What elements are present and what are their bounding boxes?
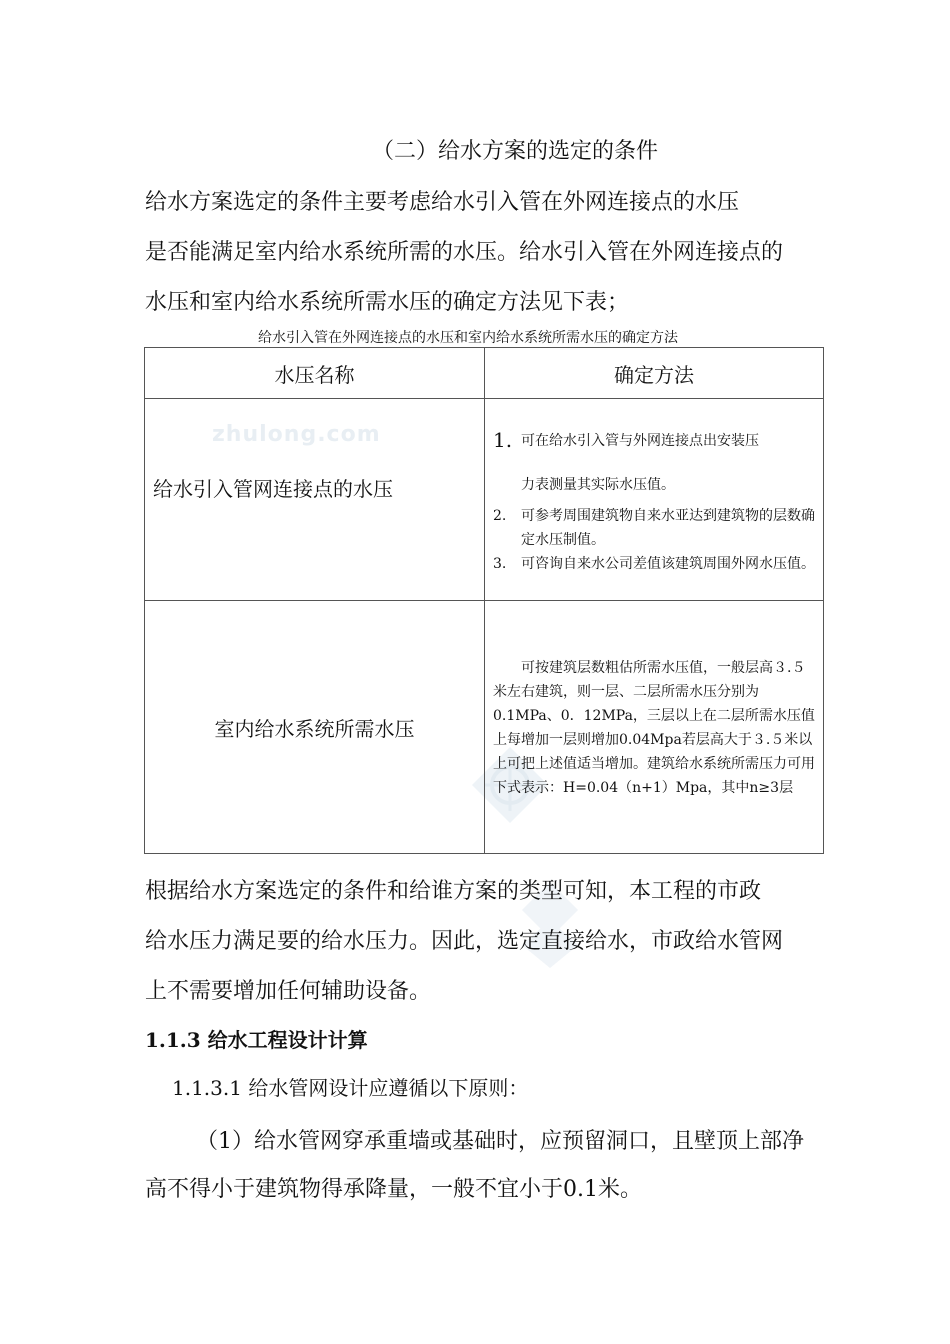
- header-pressure-name: 水压名称: [145, 348, 485, 399]
- method-list: [485, 420, 823, 580]
- row-method-cell: [485, 399, 824, 601]
- item-number: 3.: [493, 555, 507, 572]
- row-method-cell: [485, 601, 824, 854]
- paragraph-line: 给水方案选定的条件主要考虑给水引入管在外网连接点的水压: [145, 190, 740, 215]
- paragraph-line: 水压和室内给水系统所需水压的确定方法见下表；: [145, 290, 630, 315]
- item-text: 力表测量其实际水压值。: [521, 476, 675, 493]
- section-heading: （二）给水方案的选定的条件: [372, 139, 659, 164]
- list-item: [493, 552, 815, 576]
- pressure-method-table: [144, 347, 824, 854]
- header-method: 确定方法: [485, 348, 824, 399]
- row-name: 给水引入管网连接点的水压: [153, 477, 393, 501]
- item-text: 可参考周围建筑物自来水亚达到建筑物的层数确定水压制值。: [521, 507, 815, 548]
- subsubsection-heading: 1.1.3.1 给水管网设计应遵循以下原则：: [172, 1076, 529, 1100]
- paragraph-line: 上不需要增加任何辅助设备。: [145, 979, 432, 1004]
- item-number: 1.: [493, 427, 513, 452]
- table-caption: 给水引入管在外网连接点的水压和室内给水系统所需水压的确定方法: [258, 330, 678, 346]
- watermark-text: zhulong.com: [212, 422, 381, 447]
- paragraph-line: 给水压力满足要的给水压力。因此，选定直接给水，市政给水管网: [145, 929, 784, 954]
- item-text: 可咨询自来水公司差值该建筑周围外网水压值。: [521, 555, 815, 572]
- row-name: 室内给水系统所需水压: [214, 716, 415, 741]
- paragraph-line: （1）给水管网穿承重墙或基础时，应预留洞口，且壁顶上部净: [196, 1129, 804, 1154]
- subsection-heading: 1.1.3 给水工程设计计算: [145, 1028, 368, 1052]
- list-item: [493, 504, 815, 552]
- paragraph-line: 高不得小于建筑物得承降量，一般不宜小于0.1米。: [145, 1177, 642, 1202]
- paragraph-line: 是否能满足室内给水系统所需的水压。给水引入管在外网连接点的: [145, 240, 784, 265]
- list-item: [493, 428, 815, 498]
- item-text: 可在给水引入管与外网连接点出安装压: [521, 432, 759, 449]
- paragraph-line: 根据给水方案选定的条件和给谁方案的类型可知，本工程的市政: [145, 879, 762, 904]
- table-row: [145, 399, 824, 601]
- row-name-cell: [145, 399, 485, 601]
- table-row: [145, 601, 824, 854]
- table-header-row: [145, 348, 824, 399]
- method-description: 可按建筑层数粗估所需水压值，一般层高３.５米左右建筑，则一层、二层所需水压分别为0.1MPa、0．12MPa，三层以上在二层所需水压值上每增加一层则增加0.04Mpa若层高大于３.５米以上可把上述值适当增加。建筑给水系统所需压力可用下式表示：H=0.04（n+1）Mpa，其中n≥3层: [493, 660, 815, 796]
- item-number: 2.: [493, 507, 507, 524]
- row-name-cell: [145, 601, 485, 854]
